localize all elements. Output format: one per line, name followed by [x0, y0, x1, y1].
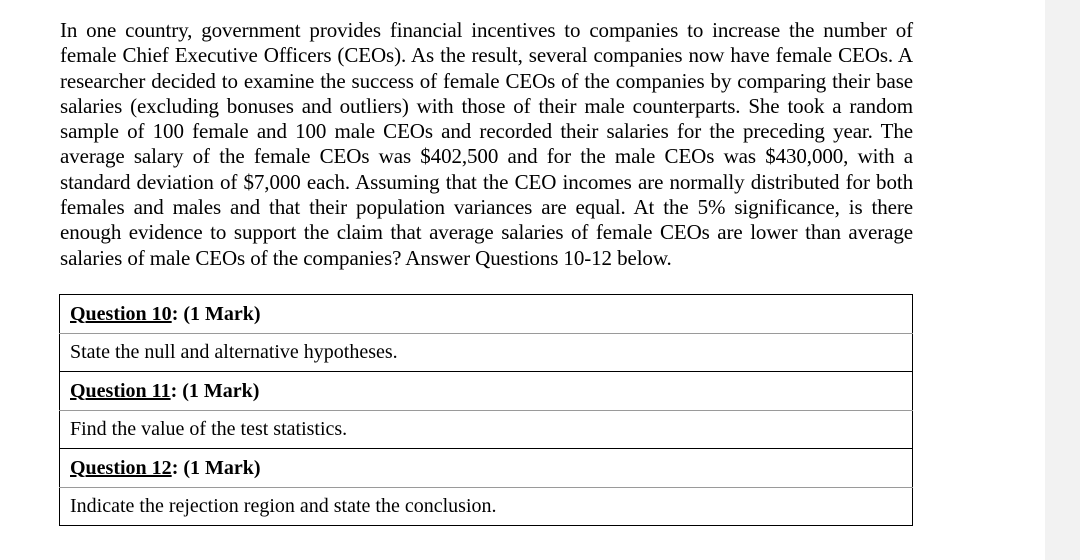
- question-12-prompt-row: [60, 488, 913, 526]
- question-12-header: [60, 449, 913, 488]
- question-11-header-row: [60, 372, 913, 411]
- question-10-marks: : (1 Mark): [171, 302, 261, 325]
- question-11-prompt-row: [60, 411, 913, 449]
- question-10-header-row: [60, 295, 913, 334]
- question-11-header: [60, 372, 913, 411]
- problem-statement: In one country, government provides financial incentives to companies to increase the number of female Chief Executive Officers (CEOs). As the result, several companies now have female CEOs. A researcher decided to examine the success of female CEOs of the companies by comparing their base salaries (excluding bonuses and outliers) with those of their male counterparts. She took a random sample of 100 female and 100 male CEOs and recorded their salaries for the preceding year. The average salary of the female CEOs was $402,500 and for the male CEOs was $430,000, with a standard deviation of $7,000 each. Assuming that the CEO incomes are normally distributed for both females and males and that their population variances are equal. At the 5% significance, is there enough evidence to support the claim that average salaries of female CEOs are lower than average salaries of male CEOs of the companies? Answer Questions 10-12 below.: [60, 18, 913, 270]
- question-10-header: [60, 295, 913, 334]
- question-11-marks: : (1 Mark): [170, 379, 260, 402]
- question-12-marks: : (1 Mark): [171, 456, 261, 479]
- right-margin-strip: [1045, 0, 1080, 560]
- question-10-label: Question 10: [70, 302, 172, 325]
- question-12-header-row: [60, 449, 913, 488]
- question-11-prompt: Find the value of the test statistics.: [60, 411, 913, 449]
- question-12-prompt: Indicate the rejection region and state the conclusion.: [60, 488, 913, 526]
- questions-table: [59, 294, 913, 526]
- question-12-label: Question 12: [70, 456, 172, 479]
- question-10-prompt-row: [60, 334, 913, 372]
- question-11-label: Question 11: [70, 379, 171, 402]
- question-10-prompt: State the null and alternative hypotheses.: [60, 334, 913, 372]
